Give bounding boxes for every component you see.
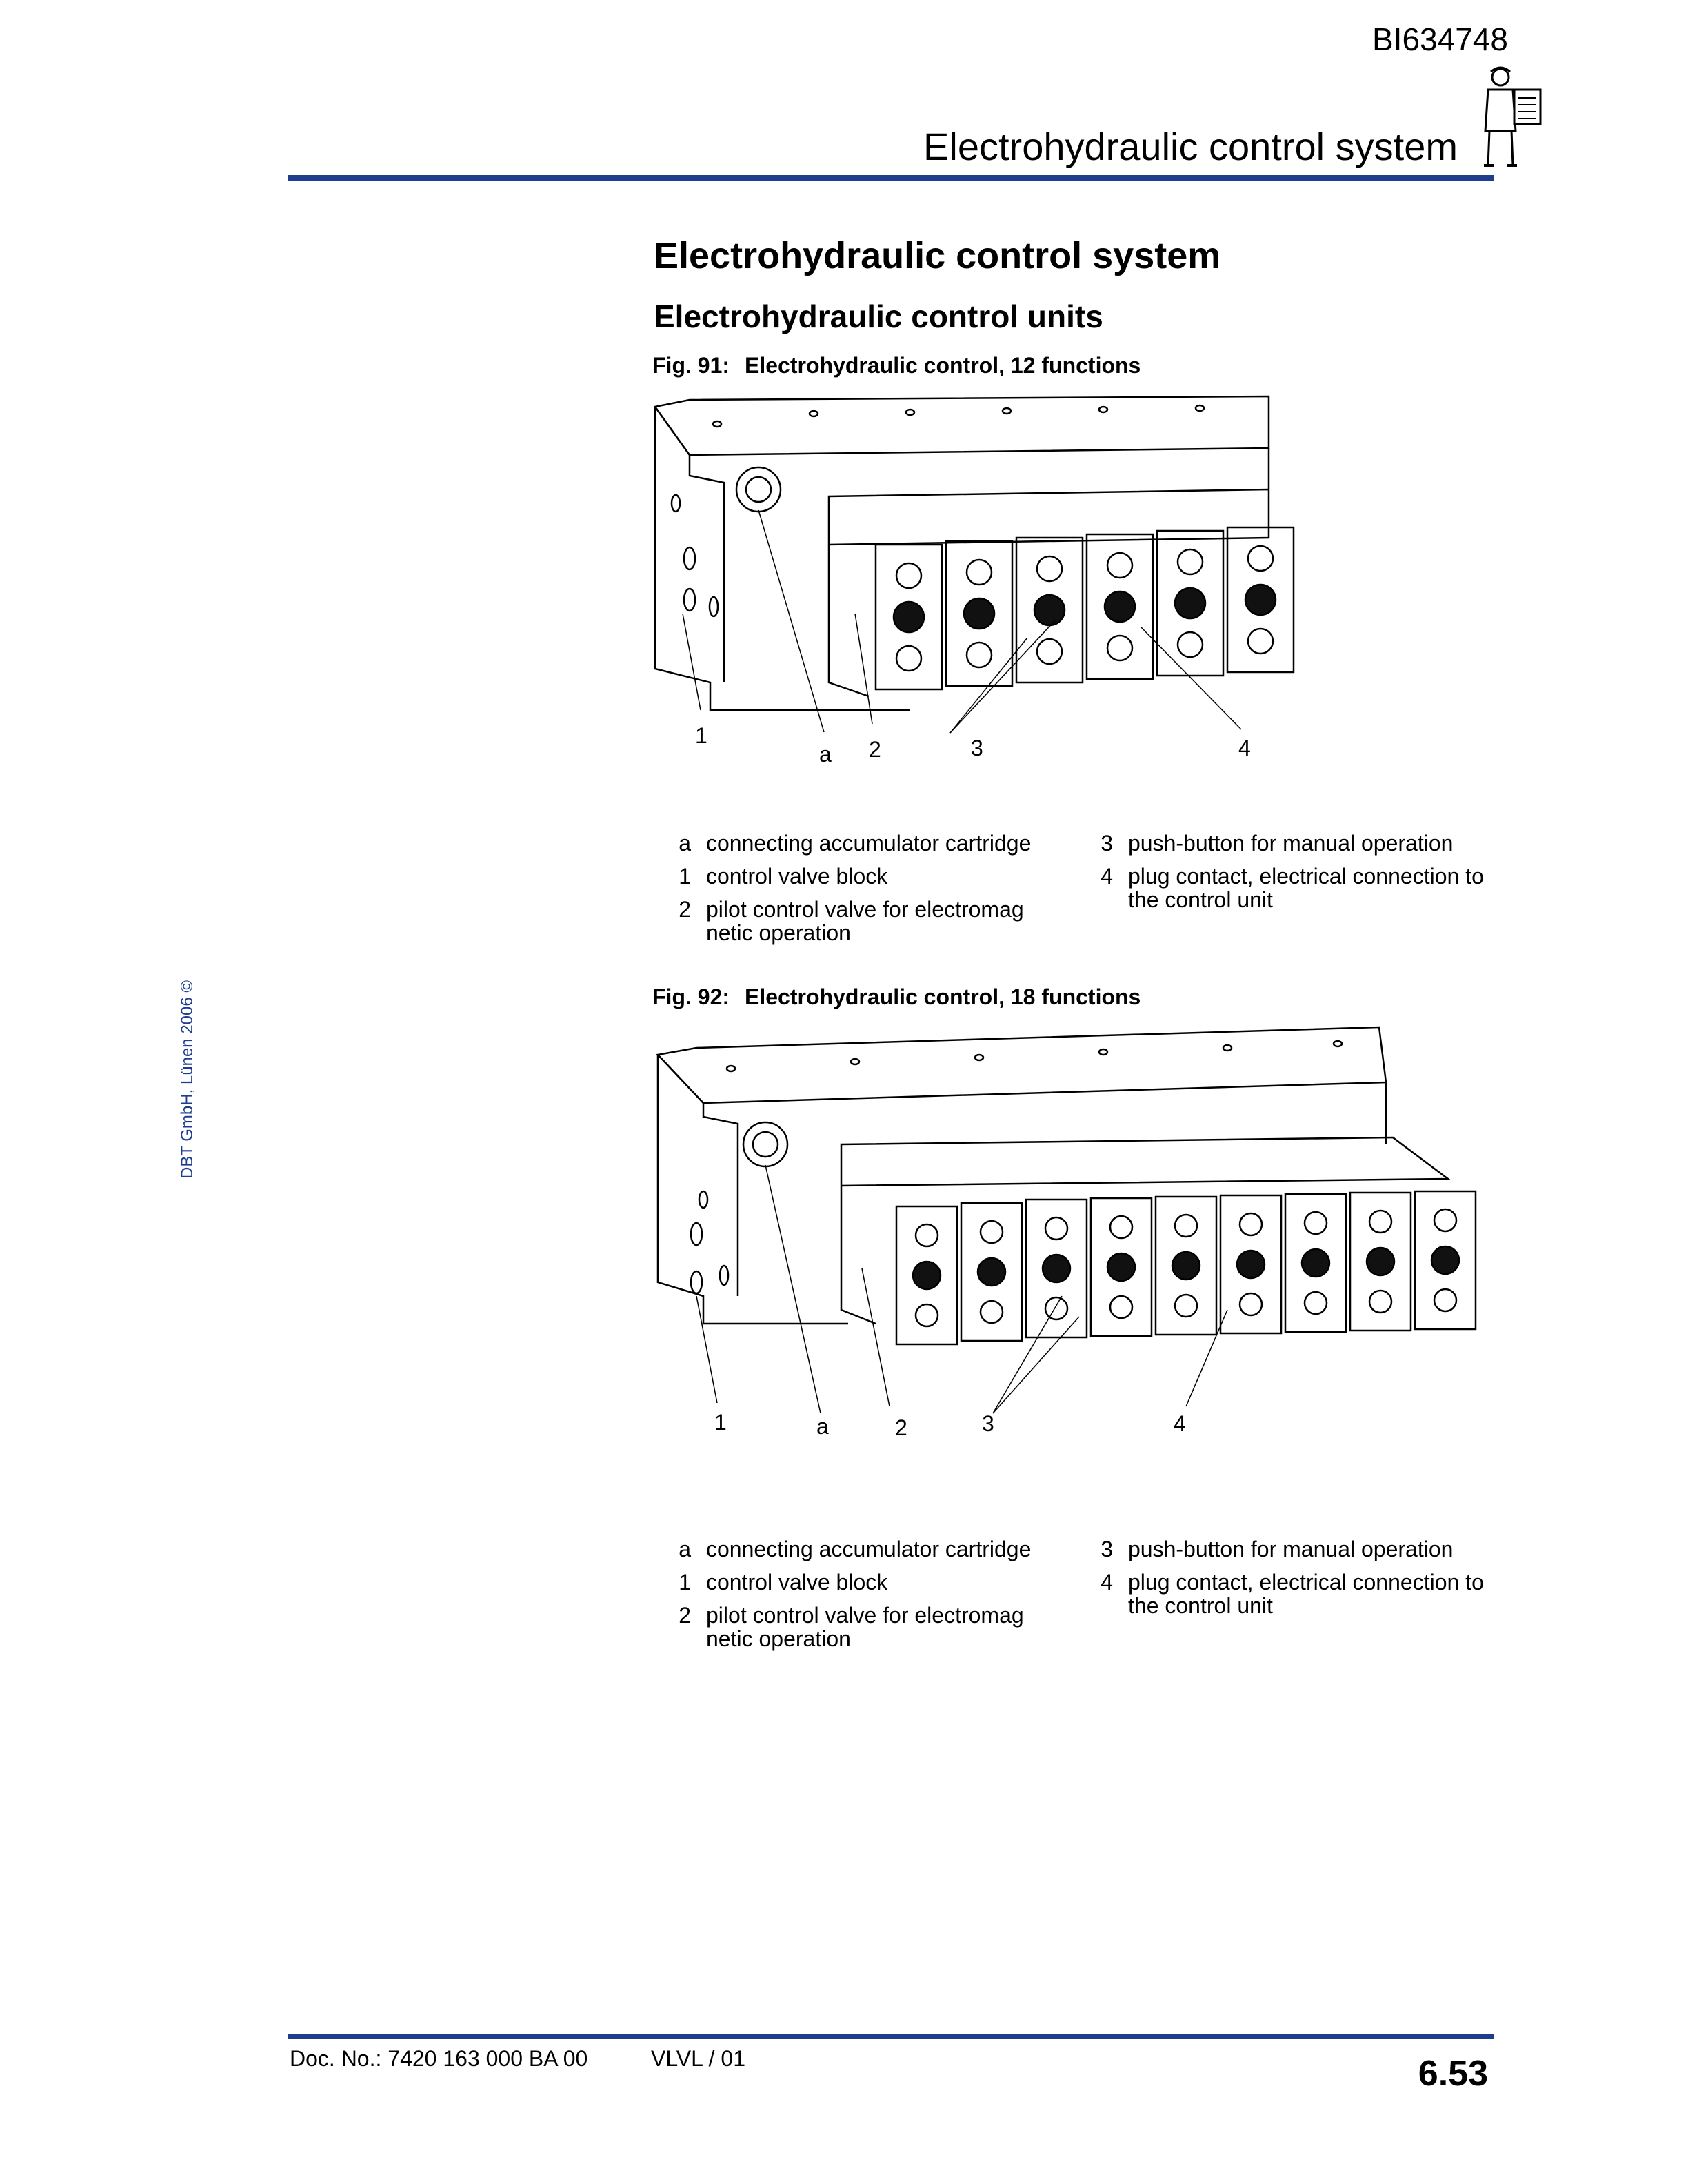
- header-rule: [288, 175, 1494, 181]
- legend-key: a: [679, 831, 691, 856]
- figure-92-number: Fig. 92:: [652, 984, 730, 1009]
- figure-92-callout-a: a: [816, 1414, 829, 1439]
- legend-text: connecting accumulator cartridge: [706, 1537, 1032, 1561]
- figure-91-callout-2: 2: [869, 737, 881, 762]
- page-number: 6.53: [1418, 2054, 1488, 2094]
- figure-92-title: Electrohydraulic control, 18 functions: [745, 984, 1141, 1009]
- figure-92-legend: [670, 1537, 1498, 1661]
- copyright-notice: DBT GmbH, Lünen 2006 ©: [178, 980, 197, 1179]
- legend-text: control valve block: [706, 864, 888, 889]
- figure-91-callout-1: 1: [695, 723, 707, 748]
- document-id: BI634748: [1372, 21, 1508, 57]
- figure-91-drawing: [648, 393, 1338, 779]
- legend-text: pilot control valve for electromag netic operation: [706, 1603, 1024, 1651]
- legend-text: control valve block: [706, 1570, 888, 1595]
- figure-91-legend: [670, 831, 1498, 956]
- legend-text: push-button for manual operation: [1128, 831, 1454, 856]
- legend-text: connecting accumulator cartridge: [706, 831, 1032, 856]
- figure-91-title: Electrohydraulic control, 12 functions: [745, 353, 1141, 378]
- figure-92-drawing: [648, 1020, 1503, 1448]
- legend-text: plug contact, electrical connection to the control unit: [1128, 864, 1484, 912]
- legend-text: plug contact, electrical connection to the control unit: [1128, 1570, 1484, 1618]
- legend-key: 2: [679, 1603, 691, 1628]
- legend-key: 2: [679, 897, 691, 922]
- figure-91-callout-a: a: [819, 742, 832, 767]
- legend-key: 3: [1101, 1537, 1113, 1561]
- legend-key: a: [679, 1537, 691, 1561]
- worker-with-clipboard-icon: [1473, 62, 1549, 172]
- legend-key: 1: [679, 1570, 691, 1595]
- figure-91-callout-3: 3: [971, 736, 983, 760]
- figure-92-callout-4: 4: [1174, 1411, 1186, 1436]
- section-subtitle: Electrohydraulic control units: [654, 299, 1103, 334]
- figure-92-callout-2: 2: [895, 1415, 907, 1440]
- legend-key: 3: [1101, 831, 1113, 856]
- legend-text: push-button for manual operation: [1128, 1537, 1454, 1561]
- legend-key: 1: [679, 864, 691, 889]
- footer-rule: [288, 2034, 1494, 2039]
- section-title: Electrohydraulic control system: [654, 235, 1221, 276]
- running-title: Electrohydraulic control system: [923, 125, 1458, 168]
- figure-91-callout-4: 4: [1238, 736, 1251, 760]
- figure-91-number: Fig. 91:: [652, 353, 730, 378]
- figure-91-caption: [652, 353, 1141, 378]
- legend-key: 4: [1101, 1570, 1113, 1595]
- version: VLVL / 01: [651, 2046, 745, 2071]
- figure-92-callout-3: 3: [982, 1411, 994, 1436]
- legend-text: pilot control valve for electromag netic operation: [706, 897, 1024, 945]
- figure-92-callout-1: 1: [714, 1410, 727, 1435]
- doc-number: Doc. No.: 7420 163 000 BA 00: [290, 2046, 588, 2071]
- figure-92-caption: [652, 984, 1141, 1010]
- legend-key: 4: [1101, 864, 1113, 889]
